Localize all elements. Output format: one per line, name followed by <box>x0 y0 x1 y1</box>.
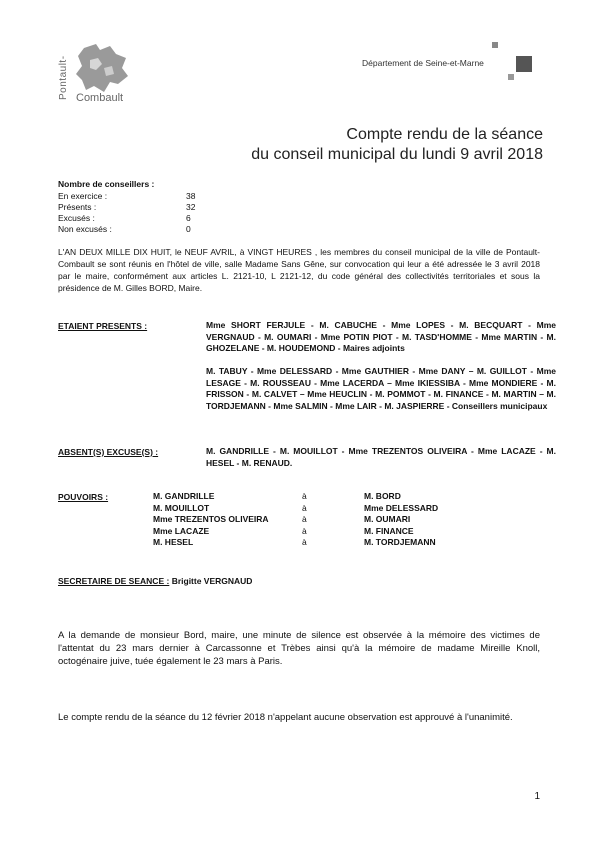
power-connector: à <box>302 537 307 547</box>
count-label-not-excused: Non excusés : <box>58 224 112 234</box>
power-to: M. BORD <box>364 491 401 501</box>
present-councillors: M. TABUY - Mme DELESSARD - Mme GAUTHIER - Mme DANY – M. GUILLOT - Mme LESAGE - M. ROUSSEAU - Mme LACERDA – Mme IKIESSIBA - Mme MONDIERE - M. FRISSON - M. CALVET – Mme HEUCLIN - M. POMMOT - M. FINANCE - M. MARTIN – M. TORDJEMANN - Mme SALMIN - Mme LAIR - M. JASPIERRE - Conseillers municipaux <box>206 366 556 411</box>
powers-connector-list <box>302 491 307 549</box>
deco-square-bottom <box>508 74 514 80</box>
secretary-label: SECRETAIRE DE SEANCE : <box>58 576 170 586</box>
count-value-excused: 6 <box>186 213 191 223</box>
deco-square-large <box>516 56 532 72</box>
power-from: M. GANDRILLE <box>153 491 215 501</box>
power-to: M. FINANCE <box>364 525 414 536</box>
count-label-excused: Excusés : <box>58 213 95 223</box>
count-value-present: 32 <box>186 202 196 212</box>
powers-to-list <box>364 491 438 549</box>
page-title: Compte rendu de la séance <box>346 126 543 143</box>
count-value-in-office: 38 <box>186 191 196 201</box>
deco-square-small <box>492 42 498 48</box>
secretary-name: Brigitte VERGNAUD <box>171 576 253 586</box>
power-to: Mme DELESSARD <box>364 502 439 513</box>
page-subtitle: du conseil municipal du lundi 9 avril 2018 <box>251 146 543 163</box>
count-value-not-excused: 0 <box>186 224 191 234</box>
power-from: Mme LACAZE <box>153 525 210 536</box>
intro-paragraph: L'AN DEUX MILLE DIX HUIT, le NEUF AVRIL, à VINGT HEURES , les membres du conseil municipal de la ville de Pontault-Combault se sont réunis en l'hôtel de ville, salle Madame Sans Gêne, sur convocation qui leur a été adressée le 3 avril 2018 par le maire, conformément aux articles L. 2121-10, L 2121-12, du code général des collectivités territoriales et sous la présidence de M. Gilles BORD, Maire. <box>58 247 540 293</box>
powers-label: POUVOIRS : <box>58 492 109 502</box>
power-connector: à <box>302 525 307 536</box>
map-logo-icon <box>70 40 134 100</box>
power-from: Mme TREZENTOS OLIVEIRA <box>153 514 269 524</box>
councillors-heading: Nombre de conseillers : <box>58 179 155 189</box>
present-label: ETAIENT PRESENTS : <box>58 321 148 331</box>
minute-of-silence-paragraph: A la demande de monsieur Bord, maire, une minute de silence est observée à la mémoire des victimes de l'attentat du 23 mars dernier à Carcassonne et Trèbes ainsi qu'à la mémoire de madame Mireille Knoll, octogénaire juive, tuée également le 23 mars à Paris. <box>58 630 540 667</box>
secretary-line <box>58 575 252 587</box>
power-connector: à <box>302 491 307 501</box>
page-number: 1 <box>534 791 540 802</box>
power-to: M. OUMARI <box>364 514 411 524</box>
power-connector: à <box>302 502 307 513</box>
logo-vertical-text: Pontault- <box>58 55 69 100</box>
department-label: Département de Seine-et-Marne <box>362 58 484 68</box>
power-from: M. HESEL <box>153 537 194 547</box>
count-label-in-office: En exercice : <box>58 191 108 201</box>
approval-paragraph: Le compte rendu de la séance du 12 février 2018 n'appelant aucune observation est approuvé à l'unanimité. <box>58 712 513 723</box>
absent-names: M. GANDRILLE - M. MOUILLOT - Mme TREZENTOS OLIVEIRA - Mme LACAZE - M. HESEL - M. RENAUD. <box>206 446 556 468</box>
count-label-present: Présents : <box>58 202 97 212</box>
present-deputies: Mme SHORT FERJULE - M. CABUCHE - Mme LOPES - M. BECQUART - Mme VERGNAUD - M. OUMARI - Mme POTIN PIOT - M. TASD'HOMME - Mme MARTIN - M. GHOZELANE - M. HOUDEMOND - Maires adjoints <box>206 320 556 353</box>
power-connector: à <box>302 514 307 524</box>
power-to: M. TORDJEMANN <box>364 537 436 547</box>
logo-wordmark: Combault <box>76 92 124 104</box>
powers-from-list <box>153 491 269 549</box>
power-from: M. MOUILLOT <box>153 502 210 513</box>
absent-label: ABSENT(S) EXCUSE(S) : <box>58 447 159 457</box>
